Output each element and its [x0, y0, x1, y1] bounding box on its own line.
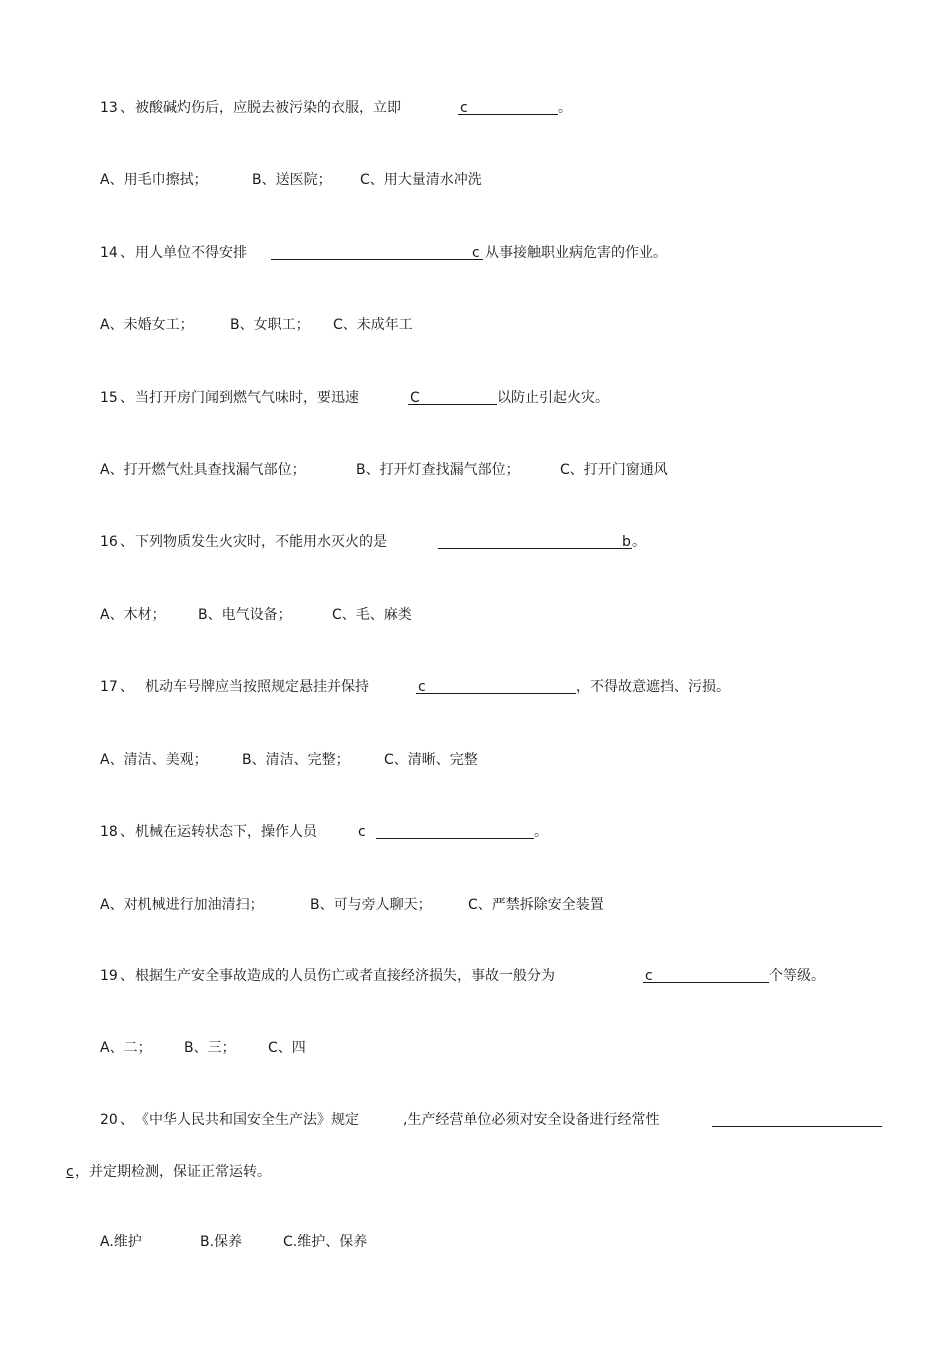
answer-text: c	[358, 824, 366, 840]
option-b: B、清洁、完整；	[242, 752, 350, 768]
option-c: C、四	[268, 1040, 306, 1056]
options-20	[100, 1232, 900, 1252]
options-16	[100, 605, 900, 625]
option-c: C、清晰、完整	[384, 752, 478, 768]
answer-blank	[438, 532, 632, 549]
option-b: B、打开灯查找漏气部位；	[356, 462, 520, 478]
options-13	[100, 170, 900, 190]
question-text-after: 从事接触职业病危害的作业。	[485, 245, 667, 261]
options-14	[100, 315, 900, 335]
answer-blank	[376, 822, 534, 839]
answer-blank	[408, 388, 497, 405]
question-text-after: 。	[632, 534, 646, 550]
question-number: 13	[100, 100, 118, 116]
question-text-after: 以防止引起火灾。	[497, 390, 609, 406]
question-text: 当打开房门闻到燃气气味时，要迅速	[135, 390, 359, 406]
option-a: A、未婚女工；	[100, 317, 194, 333]
question-18	[100, 822, 900, 842]
answer-text: c	[66, 1164, 74, 1180]
option-a: A、木材；	[100, 607, 166, 623]
question-separator: 、	[120, 968, 134, 984]
question-16	[100, 532, 900, 552]
question-13	[100, 98, 900, 118]
question-text: 下列物质发生火灾时，不能用水灭火的是	[135, 534, 387, 550]
question-separator: 、	[120, 245, 134, 261]
options-17	[100, 750, 900, 770]
option-b: B.保养	[200, 1234, 243, 1250]
option-a: A、对机械进行加油清扫；	[100, 897, 264, 913]
option-b: B、可与旁人聊天；	[310, 897, 432, 913]
question-text: 用人单位不得安排	[135, 245, 247, 261]
question-separator: 、	[120, 1112, 134, 1128]
option-c: C、严禁拆除安全装置	[468, 897, 604, 913]
question-text: 被酸碱灼伤后，应脱去被污染的衣服，立即	[135, 100, 401, 116]
answer-text: c	[645, 968, 653, 984]
question-text: 机动车号牌应当按照规定悬挂并保持	[145, 679, 369, 695]
question-15	[100, 388, 900, 408]
option-b: B、女职工；	[230, 317, 310, 333]
question-text-after: ，并定期检测，保证正常运转。	[75, 1164, 271, 1180]
question-text-after: 。	[534, 824, 548, 840]
question-separator: 、	[120, 534, 134, 550]
question-text: 机械在运转状态下，操作人员	[135, 824, 317, 840]
option-c: C、用大量清水冲洗	[360, 172, 482, 188]
question-17	[100, 677, 900, 697]
question-text: 根据生产安全事故造成的人员伤亡或者直接经济损失，事故一般分为	[135, 968, 555, 984]
answer-blank	[416, 677, 576, 694]
question-number: 15	[100, 390, 118, 406]
question-text-after: 。	[558, 100, 572, 116]
question-separator: 、	[120, 100, 134, 116]
question-number: 14	[100, 245, 118, 261]
option-a: A、清洁、美观；	[100, 752, 208, 768]
question-text-after: ，不得故意遮挡、污损。	[576, 679, 730, 695]
option-c: C.维护、保养	[283, 1234, 368, 1250]
answer-text: c	[472, 245, 480, 261]
option-a: A、打开燃气灶具查找漏气部位；	[100, 462, 306, 478]
options-18	[100, 895, 900, 915]
question-text: 《中华人民共和国安全生产法》规定	[135, 1112, 359, 1128]
question-number: 17	[100, 679, 118, 695]
answer-text: b	[622, 534, 631, 550]
options-19	[100, 1038, 900, 1058]
option-a: A、用毛巾擦拭；	[100, 172, 208, 188]
answer-text: c	[460, 100, 468, 116]
question-20-continued	[66, 1162, 866, 1182]
option-a: A、二；	[100, 1040, 152, 1056]
option-c: C、打开门窗通风	[560, 462, 668, 478]
option-b: B、三；	[184, 1040, 236, 1056]
answer-blank	[643, 966, 769, 983]
question-separator: 、	[120, 390, 134, 406]
question-separator: 、	[120, 679, 134, 695]
option-c: C、毛、麻类	[332, 607, 412, 623]
answer-blank-line	[712, 1110, 882, 1127]
options-15	[100, 460, 900, 480]
option-b: B、送医院；	[252, 172, 332, 188]
question-14	[100, 243, 900, 263]
question-text-after: 个等级。	[769, 968, 825, 984]
question-20	[100, 1110, 890, 1130]
question-number: 18	[100, 824, 118, 840]
question-separator: 、	[120, 824, 134, 840]
option-c: C、未成年工	[333, 317, 413, 333]
answer-text: C	[410, 390, 420, 406]
answer-blank	[271, 243, 483, 260]
question-text-mid: ,生产经营单位必须对安全设备进行经常性	[403, 1112, 660, 1128]
question-number: 20	[100, 1112, 118, 1128]
question-19	[100, 966, 900, 986]
answer-text: c	[418, 679, 426, 695]
answer-blank	[458, 98, 558, 115]
option-b: B、电气设备；	[198, 607, 292, 623]
question-number: 19	[100, 968, 118, 984]
option-a: A.维护	[100, 1234, 142, 1250]
question-number: 16	[100, 534, 118, 550]
